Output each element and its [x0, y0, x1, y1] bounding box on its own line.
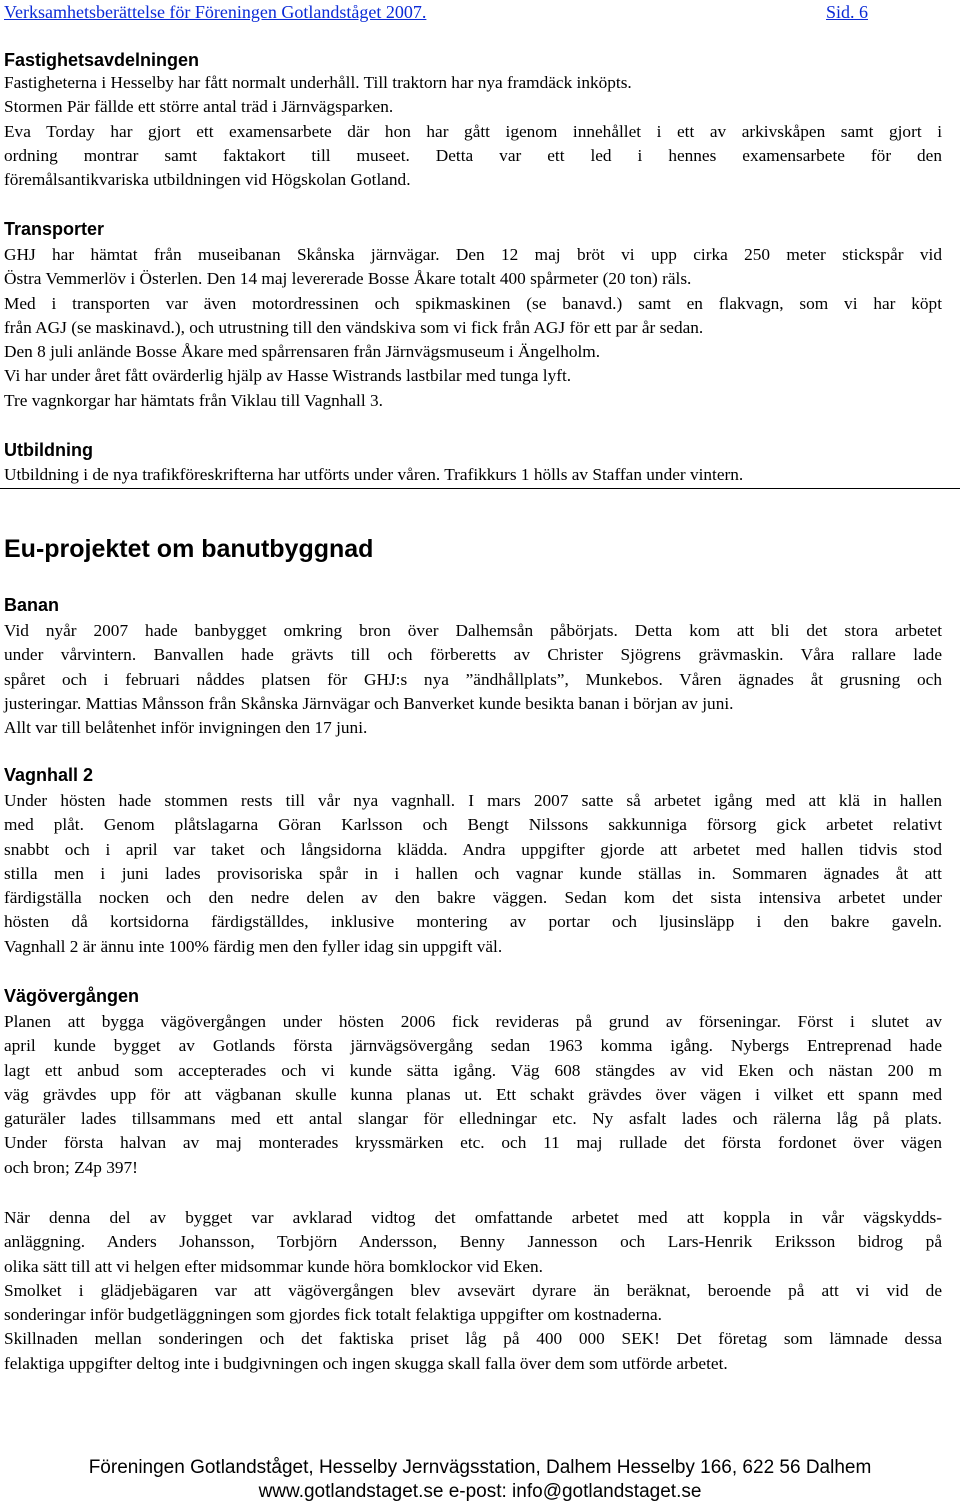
text-line: ordning montrar samt faktakort till museet. Detta var ett led i hennes examensarbete för den: [4, 145, 942, 165]
text-line: Östra Vemmerlöv i Österlen. Den 14 maj levererade Bosse Åkare totalt 400 spårmeter (20 ton) räls.: [4, 269, 692, 289]
text-line: Under hösten hade stommen rests till vår nya vagnhall. I mars 2007 satte så arbetet igång med att klä in hallen: [4, 791, 942, 810]
text-line: Eva Torday har gjort ett examensarbete där hon har gått igenom innehållet i ett av arkivskåpen samt gjort i: [4, 121, 942, 141]
text-line: gaturäler lades tillsammans med ett antal slangar för elledningar etc. Ny asfalt lades och rälerna låg på plats.: [4, 1109, 942, 1129]
paragraph-vagskydd: [4, 1206, 942, 1376]
section-divider: [0, 488, 960, 489]
text-line: under vårvintern. Banvallen hade grävts till och förberetts av Christer Sjögrens grävmaskin. Våra rallare lade: [4, 645, 942, 665]
heading-fastighetsavdelningen: Fastighetsavdelningen: [4, 50, 200, 70]
text-line: Planen att bygga vägövergången under hösten 2006 fick revideras på grund av förseningar. Först i slutet av: [4, 1012, 942, 1031]
paragraph-vagnhall: [4, 789, 942, 959]
text-line: Utbildning i de nya trafikföreskrifterna har utförts under våren. Trafikkurs 1 hölls av Staffan under vintern.: [4, 465, 744, 484]
text-line: Vid nyår 2007 hade banbygget omkring bron över Dalhemsån påbörjats. Detta kom att bli det stora arbetet: [4, 621, 942, 640]
text-line: spåret och i februari nåddes platsen för GHJ:s nya ”ändhållplats”, Munkebos. Våren ägnades åt grusning och: [4, 669, 942, 689]
text-line: GHJ har hämtat från museibanan Skånska järnvägar. Den 12 maj bröt vi upp cirka 250 meter stickspår vid: [4, 245, 942, 264]
heading-vagnhall-2: Vagnhall 2: [4, 765, 94, 785]
text-line: Den 8 juli anlände Bosse Åkare med spårrensaren från Järnvägsmuseum i Ängelholm.: [4, 342, 601, 362]
text-line: med plåt. Genom plåtslagarna Göran Karlsson och Bengt Nilssons sakkunniga försorg gick arbetet relativt: [4, 815, 942, 835]
text-line: snabbt och i april var taket och långsidorna klädda. Andra uppgifter gjorde att arbetet med hallen tidvis stod: [4, 839, 942, 859]
text-line: lagt ett anbud som accepterades och vi kunde sätta igång. Väg 608 stängdes av vid Eken och nästan 200 m: [4, 1060, 942, 1080]
heading-vagovergangen: Vägövergången: [4, 986, 140, 1006]
text-line: april kunde bygget av Gotlands första järnvägsövergång sedan 1963 komma igång. Nybergs Entreprenad hade: [4, 1036, 942, 1056]
text-line: olika sätt till att vi helgen efter midsommar kunde höra bomklockor vid Eken.: [4, 1256, 543, 1276]
text-line: föremålsantikvariska utbildningen vid Högskolan Gotland.: [4, 170, 411, 190]
text-line: Stormen Pär fällde ett större antal träd i Järnvägsparken.: [4, 97, 394, 117]
paragraph-fastighet: [4, 71, 942, 192]
footer-contact: www.gotlandstaget.se e-post: info@gotlandstaget.se: [258, 1481, 702, 1502]
document-title[interactable]: Verksamhetsberättelse för Föreningen Gotlandståget 2007.: [4, 2, 427, 22]
text-line: Tre vagnkorgar har hämtats från Viklau till Vagnhall 3.: [4, 390, 383, 410]
text-line: När denna del av bygget var avklarad vidtog det omfattande arbetet med att koppla in vår vägskydds-: [4, 1208, 942, 1227]
text-line: färdigställa nocken och den nedre delen av den bakre väggen. Sedan kom det sista intensiva arbetet under: [4, 888, 942, 908]
text-line: Smolket i glädjebägaren var att vägövergången blev avsevärt dyrare än beräknat, beroende på att vi vid de: [4, 1280, 942, 1300]
page-number[interactable]: Sid. 6: [826, 2, 869, 22]
heading-transporter: Transporter: [4, 219, 105, 239]
footer-address: Föreningen Gotlandståget, Hesselby Jernvägsstation, Dalhem Hesselby 166, 622 56 Dalhem: [88, 1457, 872, 1478]
paragraph-banan: [4, 619, 942, 740]
text-line: stilla men i juni lades provisoriska spår in i hallen och vagnar kunde ställas in. Sommaren ägnades åt att: [4, 863, 942, 883]
heading-utbildning: Utbildning: [4, 440, 93, 460]
text-line: Allt var till belåtenhet inför invigningen den 17 juni.: [4, 718, 368, 738]
text-line: sonderingar inför budgetläggningen som gjordes fick totalt felaktiga uppgifter om kostnaderna.: [4, 1305, 662, 1325]
heading-banan: Banan: [4, 595, 60, 615]
text-line: från AGJ (se maskinavd.), och utrustning till den vändskiva som vi fick från AGJ för ett par år sedan.: [4, 317, 704, 337]
text-line: Under första halvan av maj monterades kryssmärken etc. och 11 maj rullade det första fordonet över vägen: [4, 1133, 942, 1153]
text-line: Skillnaden mellan sonderingen och det faktiska priset låg på 400 000 SEK! Det företag som lämnade dessa: [4, 1329, 942, 1349]
text-line: felaktiga uppgifter deltog inte i budgivningen och ingen skugga skall falla över dem som utförde arbetet.: [4, 1353, 728, 1373]
text-line: Med i transporten var även motordressinen och spikmaskinen (se banavd.) samt en flakvagn, som vi har köpt: [4, 293, 942, 313]
text-line: hösten då kortsidorna färdigställdes, inklusive montering av portar och ljusinsläpp i den bakre gaveln.: [4, 912, 942, 932]
text-line: justeringar. Mattias Månsson från Skånska Järnvägar och Banverket kunde besikta banan i början av juni.: [4, 693, 734, 713]
text-line: Vi har under året fått ovärderlig hjälp av Hasse Wistrands lastbilar med tunga lyft.: [4, 366, 572, 386]
paragraph-transporter: [4, 243, 942, 413]
text-line: Vagnhall 2 är ännu inte 100% färdig men den fyller idag sin uppgift väl.: [4, 936, 503, 956]
page-header: [4, 2, 952, 24]
text-line: anläggning. Anders Johansson, Torbjörn Andersson, Benny Jannesson och Lars-Henrik Eriksson bidrog på: [4, 1232, 942, 1252]
paragraph-vagovergangen: [4, 1010, 942, 1180]
text-line: och bron; Z4p 397!: [4, 1157, 138, 1177]
text-line: Fastigheterna i Hesselby har fått normalt underhåll. Till traktorn har nya framdäck inköpts.: [4, 73, 632, 92]
paragraph-utbildning: [4, 463, 942, 487]
text-line: väg grävdes upp för att vägbanan skulle kunna planas ut. Ett schakt grävdes över vägen i vilket ett spann med: [4, 1084, 942, 1104]
heading-eu-projektet: Eu-projektet om banutbyggnad: [4, 535, 374, 563]
